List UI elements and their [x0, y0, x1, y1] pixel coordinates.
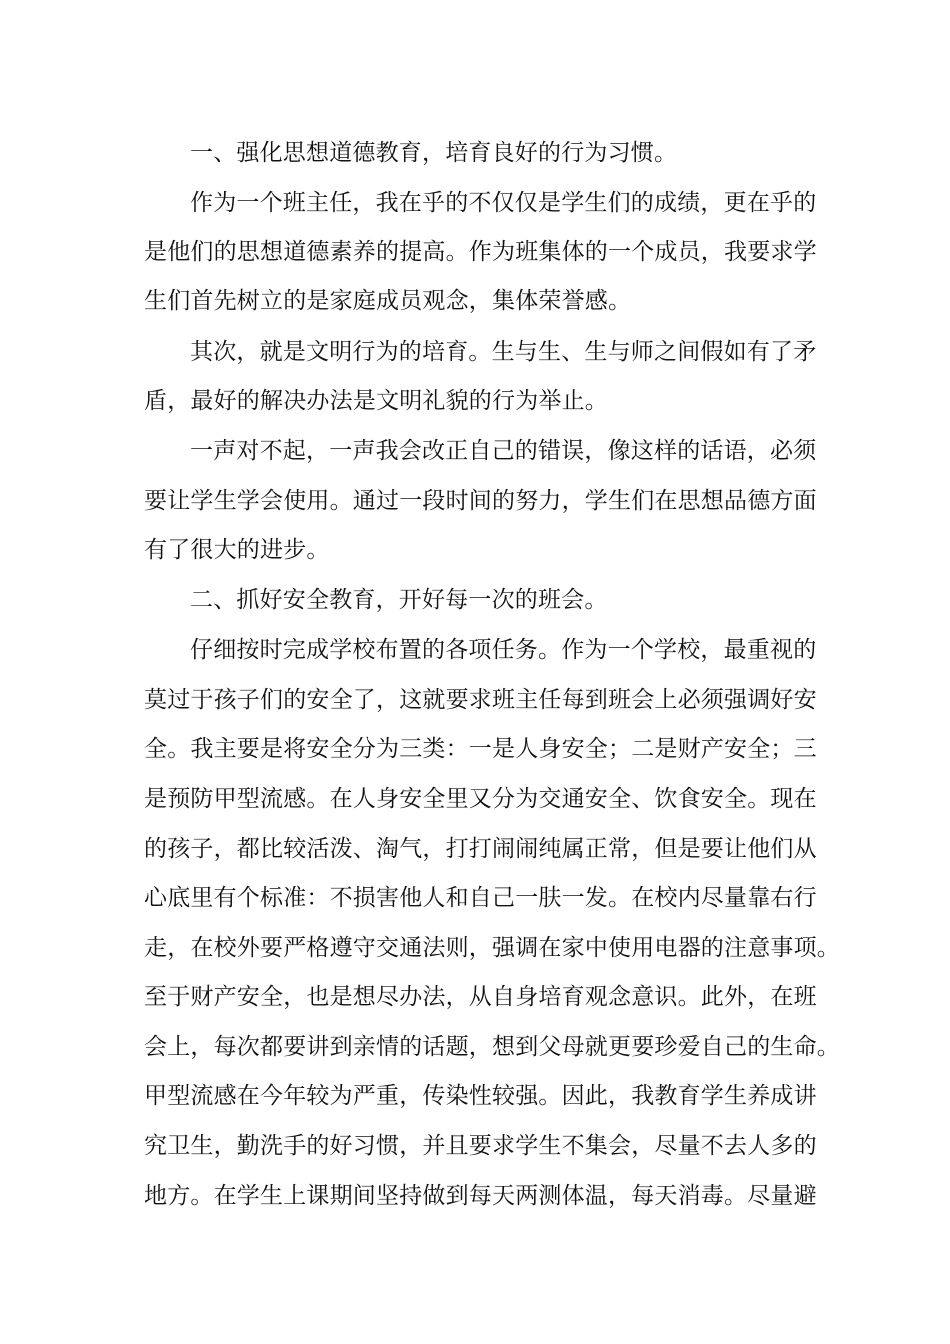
- paragraph-line: 地方。在学生上课期间坚持做到每天两测体温，每天消毒。尽量避: [144, 1183, 817, 1209]
- paragraph-line: 是预防甲型流感。在人身安全里又分为交通安全、饮食安全。现在: [144, 786, 817, 812]
- section-heading-2: 二、抓好安全教育，开好每一次的班会。: [190, 587, 608, 613]
- paragraph-line: 莫过于孩子们的安全了，这就要求班主任每到班会上必须强调好安: [144, 687, 817, 713]
- paragraph-line: 的孩子，都比较活泼、淘气，打打闹闹纯属正常，但是要让他们从: [144, 836, 817, 862]
- paragraph-line: 会上，每次都要讲到亲情的话题，想到父母就更要珍爱自己的生命。: [144, 1034, 840, 1060]
- paragraph-line: 至于财产安全，也是想尽办法，从自身培育观念意识。此外，在班: [144, 984, 817, 1010]
- paragraph-line: 是他们的思想道德素养的提高。作为班集体的一个成员，我要求学: [144, 239, 817, 265]
- paragraph-line: 生们首先树立的是家庭成员观念，集体荣誉感。: [144, 288, 632, 314]
- paragraph-line: 走，在校外要严格遵守交通法则，强调在家中使用电器的注意事项。: [144, 935, 840, 961]
- section-heading-1: 一、强化思想道德教育，培育良好的行为习惯。: [190, 140, 678, 166]
- paragraph-line: 全。我主要是将安全分为三类：一是人身安全；二是财产安全；三: [144, 736, 817, 762]
- paragraph-line: 其次，就是文明行为的培育。生与生、生与师之间假如有了矛: [190, 339, 817, 365]
- paragraph-line: 有了很大的进步。: [144, 537, 330, 563]
- paragraph-line: 盾，最好的解决办法是文明礼貌的行为举止。: [144, 388, 608, 414]
- paragraph-line: 一声对不起，一声我会改正自己的错误，像这样的话语，必须: [190, 438, 817, 464]
- paragraph-line: 甲型流感在今年较为严重，传染性较强。因此，我教育学生养成讲: [144, 1083, 817, 1109]
- paragraph-line: 仔细按时完成学校布置的各项任务。作为一个学校，最重视的: [190, 637, 817, 663]
- paragraph-line: 心底里有个标准：不损害他人和自己一肤一发。在校内尽量靠右行: [144, 885, 817, 911]
- paragraph-line: 要让学生学会使用。通过一段时间的努力，学生们在思想品德方面: [144, 488, 817, 514]
- paragraph-line: 作为一个班主任，我在乎的不仅仅是学生们的成绩，更在乎的: [190, 190, 817, 216]
- paragraph-line: 究卫生，勤洗手的好习惯，并且要求学生不集会，尽量不去人多的: [144, 1133, 817, 1159]
